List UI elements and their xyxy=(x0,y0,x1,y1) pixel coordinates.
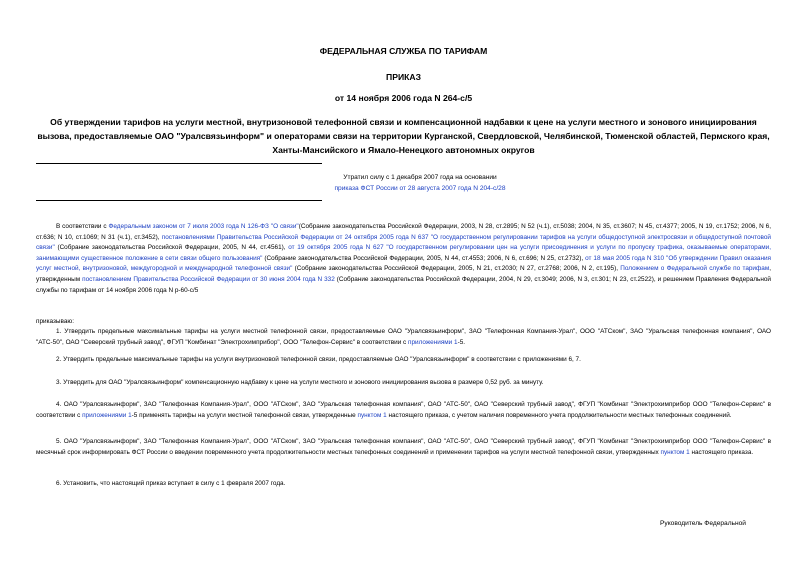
agency-heading: ФЕДЕРАЛЬНАЯ СЛУЖБА ПО ТАРИФАМ xyxy=(319,46,488,56)
divider-bottom xyxy=(36,200,322,201)
date-number-heading: от 14 ноября 2006 года N 264-с/5 xyxy=(334,93,473,103)
preamble-paragraph xyxy=(36,222,771,296)
item-5-text: 5. ОАО "Уралсвязьинформ", ЗАО "Телефонная Компания-Урал", ООО "АТСком", ЗАО "Уральская телефонная компания", ОАО "АТС-50", ОАО "Северский трубный завод", ФГУП "Комбинат "Электрохимприбор ООО "Телефон-Сервис" в месячный срок информировать ФСТ России о введении повременного учета продолжительности местных телефонных соединений и применении тарифов на услуги местной телефонной связи, утвержденных xyxy=(36,438,771,456)
signature-line: Руководитель Федеральной xyxy=(660,520,746,527)
repeal-note-text: Утратил силу с 1 декабря 2007 года на основании xyxy=(343,174,497,181)
preamble-text: (Собрание законодательства Российской Федерации, 2005, N 44, ст.4553; 2006, N 6, ст.696; N 25, ст.2732), xyxy=(262,254,586,262)
preamble-text: (Собрание законодательства Российской Федерации, 2003, N 28, ст.2895; N 52 (ч.1), ст.5038; 2004, N 35, ст.3607; N 45, ст.4377; 2005, N 19, ст.1752; 2006, N 6, ст.636; N 10, ст.1069; N 31 (ч.1), ст.3452), xyxy=(36,223,771,241)
item-1-text: -5. xyxy=(457,338,466,346)
appendix-1-link[interactable]: приложениями 1 xyxy=(82,411,132,419)
item-4 xyxy=(36,400,771,421)
resolution-310-link[interactable]: от 18 мая 2005 года N 310 "Об утверждении Правил оказания услуг местной, внутризоновой, междугородной и международной телефонной связи" xyxy=(36,254,771,273)
preamble-text: (Собрание законодательства Российской Федерации, 2004, N 29, ст.3049; 2006, N 3, ст.301; N 23, ст.2522), и решением Правления Федеральной службы по тарифам от 14 ноября 2006 года N р-60-с/5 xyxy=(36,275,772,294)
preamble-text: (Собрание законодательства Российской Федерации, 2005, N 44, ст.4561), xyxy=(54,244,289,252)
item-1-text: 1. Утвердить предельные максимальные тарифы на услуги местной телефонной связи, предоставляемые ОАО "Уралсвязьинформ", ЗАО "Телефонная Компания-Урал", ООО "АТСком", ЗАО "Уральская телефонная компания", ОАО "АТС-50", ОАО "Северский трубный завод", ФГУП "Комбинат "Электрохимприбор", ООО "Телефон-Сервис" в соответствии с xyxy=(36,328,771,346)
preamble-text: , утвержденным xyxy=(36,265,771,283)
doc-type-heading: ПРИКАЗ xyxy=(386,72,421,82)
item-1 xyxy=(36,327,771,348)
repeal-order-link[interactable]: приказа ФСТ России от 28 августа 2007 года N 204-с/28 xyxy=(334,185,506,192)
item-4-text: -5 применять тарифы на услуги местной телефонной связи, утвержденные xyxy=(131,411,358,419)
fst-regulation-link[interactable]: Положением о Федеральной службе по тарифам xyxy=(620,265,770,273)
item-2-text: 2. Утвердить предельные максимальные тарифы на услуги внутризоновой телефонной связи, предоставляемые ОАО "Уралсвязьинформ" в соответствии с приложениями 6, 7. xyxy=(56,356,581,363)
item-4-text: настоящего приказа, с учетом наличия повременного учета продолжительности местных телефонных соединений. xyxy=(386,411,732,419)
clause-1-link[interactable]: пунктом 1 xyxy=(660,448,690,456)
divider-top xyxy=(36,163,322,164)
item-3-text: 3. Утвердить для ОАО "Уралсвязьинформ" компенсационную надбавку к цене на услуги местного и зонового инициирования вызова в размере 0,52 руб. за минуту. xyxy=(56,379,544,386)
item-6 xyxy=(36,479,771,490)
document-title: Об утверждении тарифов на услуги местной, внутризоновой телефонной связи и компенсационной надбавки к цене на услуги местного и зонового инициирования вызова, предоставляемые ОАО "Уралсвязьинформ" и операторами связи на территории Курганской, Свердловской, Челябинской, Тюменской областей, Пермского края, Ханты-Мансийского и Ямало-Ненецкого автономных округов xyxy=(37,117,770,155)
appendix-1-link[interactable]: приложениями 1 xyxy=(408,338,458,346)
order-word: приказываю: xyxy=(36,318,74,325)
resolution-332-link[interactable]: постановлением Правительства Российской Федерации от 30 июня 2004 года N 332 xyxy=(82,275,335,283)
resolution-637-link[interactable]: постановлениями Правительства Российской Федерации от 24 октября 2005 года N 637 "О государственном регулировании тарифов на услуги общедоступной электросвязи и общедоступной почтовой связи" xyxy=(36,233,771,252)
preamble-text: В соответствии с xyxy=(56,223,109,230)
item-5-text: настоящего приказа. xyxy=(689,448,754,456)
item-5 xyxy=(36,437,771,458)
repeal-note xyxy=(260,172,580,194)
item-6-text: 6. Установить, что настоящий приказ вступает в силу с 1 февраля 2007 года. xyxy=(56,480,286,487)
resolution-627-link[interactable]: от 19 октября 2005 года N 627 "О государственном регулировании цен на услуги присоединения и услуги по пропуску трафика, оказываемые операторами, занимающими существенное положение в сети связи общего пользования" xyxy=(36,244,771,262)
clause-1-link[interactable]: пунктом 1 xyxy=(357,411,387,419)
federal-law-link[interactable]: Федеральным законом от 7 июля 2003 года N 126-ФЗ "О связи" xyxy=(108,223,299,230)
preamble-text: (Собрание законодательства Российской Федерации, 2005, N 21, ст.2030; N 27, ст.2768; 2006, N 2, ст.195), xyxy=(292,265,621,273)
item-2 xyxy=(36,355,771,366)
item-3 xyxy=(36,378,771,389)
item-4-text: 4. ОАО "Уралсвязьинформ", ЗАО "Телефонная Компания-Урал", ООО "АТСком", ЗАО "Уральская телефонная компания", ОАО "АТС-50", ОАО "Северский трубный завод", ФГУП "Комбинат "Электрохимприбор ООО "Телефон-Сервис" в соответствии с xyxy=(36,401,771,419)
